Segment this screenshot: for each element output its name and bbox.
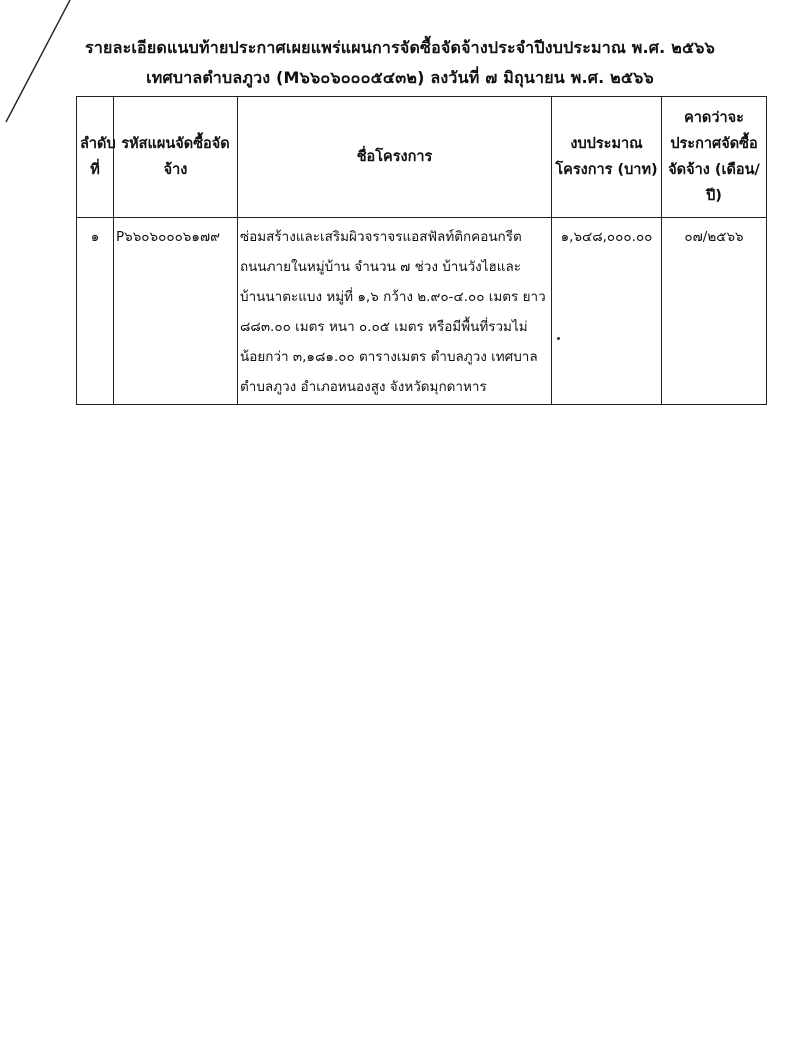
column-header-name: ชื่อโครงการ [238,97,552,218]
cell-plan-code: P๖๖๐๖๐๐๐๖๑๗๙ [114,218,238,405]
column-header-seq: ลำดับที่ [77,97,114,218]
cell-expected-date: ๐๗/๒๕๖๖ [662,218,767,405]
table-header-row [77,97,767,218]
scan-speck [557,337,560,340]
cell-budget: ๑,๖๔๘,๐๐๐.๐๐ [552,218,662,405]
column-header-budget: งบประมาณโครงการ (บาท) [552,97,662,218]
column-header-date: คาดว่าจะประกาศจัดซื้อจัดจ้าง (เดือน/ปี) [662,97,767,218]
cell-seq: ๑ [77,218,114,405]
procurement-plan-table [76,96,767,405]
page-subtitle: เทศบาลตำบลภูวง (M๖๖๐๖๐๐๐๕๔๓๒) ลงวันที่ ๗ มิถุนายน พ.ศ. ๒๕๖๖ [146,68,654,87]
table-row [77,218,767,405]
column-header-code: รหัสแผนจัดซื้อจัดจ้าง [114,97,238,218]
cell-project-name: ซ่อมสร้างและเสริมผิวจราจรแอสฟัลท์ติกคอนกรีต ถนนภายในหมู่บ้าน จำนวน ๗ ช่วง บ้านวังไฮและบ้านนาตะแบง หมู่ที่ ๑,๖ กว้าง ๒.๙๐-๔.๐๐ เมตร ยาว ๘๘๓.๐๐ เมตร หนา ๐.๐๕ เมตร หรือมีพื้นที่รวมไม่น้อยกว่า ๓,๑๘๑.๐๐ ตารางเมตร ตำบลภูวง เทศบาลตำบลภูวง อำเภอหนองสูง จังหวัดมุกดาหาร [238,218,552,405]
scan-corner-line [0,0,80,130]
page-title: รายละเอียดแนบท้ายประกาศเผยแพร่แผนการจัดซื้อจัดจ้างประจำปีงบประมาณ พ.ศ. ๒๕๖๖ [85,38,715,57]
